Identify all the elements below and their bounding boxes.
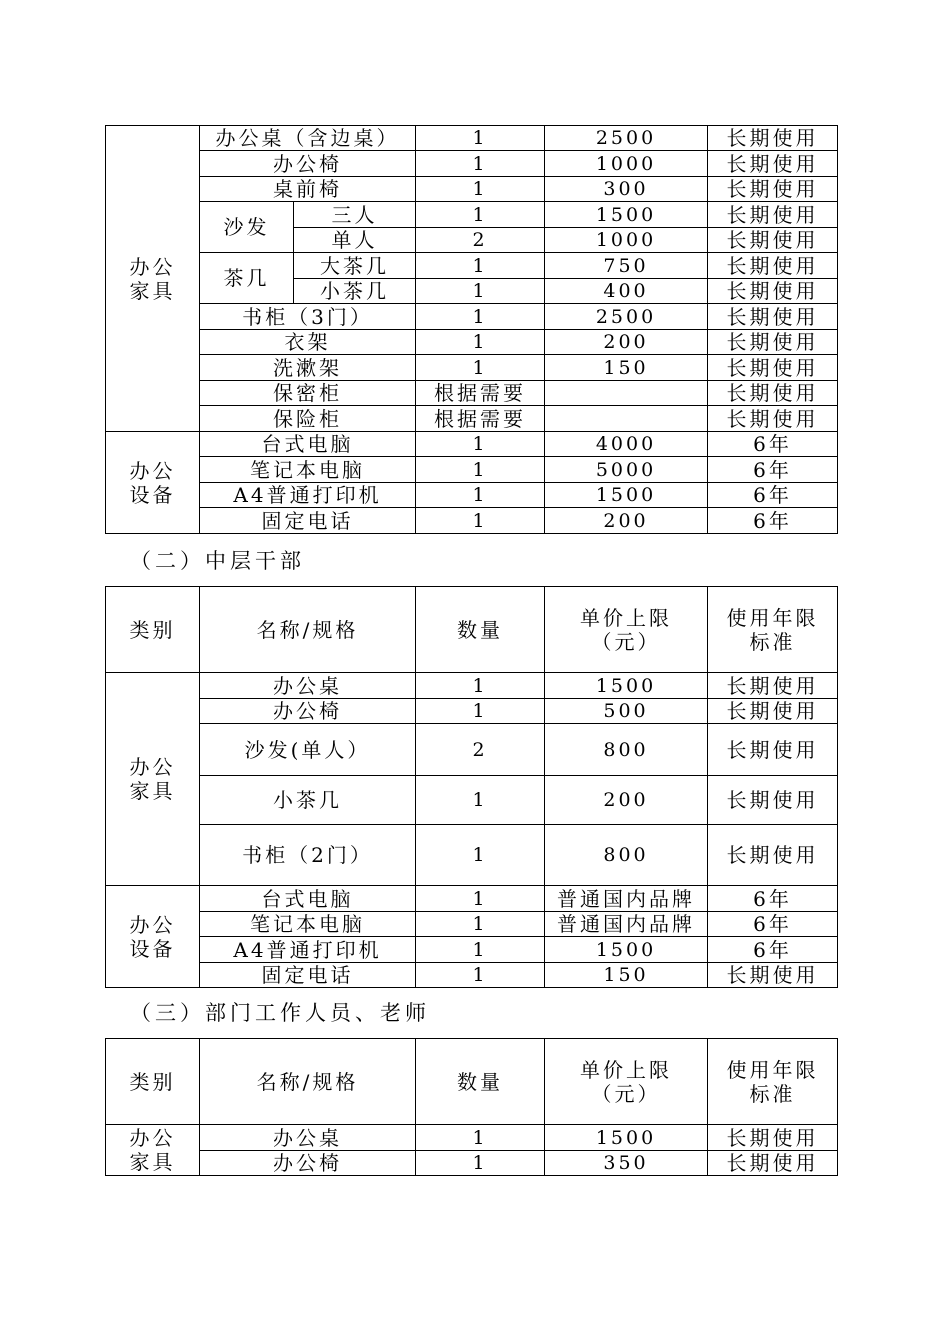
item-qty: 1 bbox=[416, 355, 545, 381]
item-life: 长期使用 bbox=[708, 381, 838, 406]
item-price: 1000 bbox=[545, 228, 708, 253]
category-cell: 办公 设备 bbox=[106, 886, 200, 988]
item-price: 400 bbox=[545, 279, 708, 304]
item-qty: 1 bbox=[416, 825, 545, 886]
item-qty: 1 bbox=[416, 177, 545, 202]
item-price: 800 bbox=[545, 724, 708, 776]
item-name: 台式电脑 bbox=[200, 432, 416, 457]
table-row bbox=[106, 673, 838, 699]
header-qty: 数量 bbox=[416, 1039, 545, 1125]
item-price: 1000 bbox=[545, 151, 708, 177]
item-sub: 单人 bbox=[294, 228, 416, 253]
item-life: 6年 bbox=[708, 483, 838, 508]
table-row bbox=[106, 1125, 838, 1151]
item-qty: 1 bbox=[416, 457, 545, 483]
table-row bbox=[106, 963, 838, 988]
table-staff-teachers bbox=[105, 1038, 838, 1176]
item-qty: 1 bbox=[416, 304, 545, 330]
item-qty: 1 bbox=[416, 330, 545, 355]
header-qty: 数量 bbox=[416, 587, 545, 673]
item-price: 5000 bbox=[545, 457, 708, 483]
item-name: 台式电脑 bbox=[200, 886, 416, 912]
item-life: 长期使用 bbox=[708, 253, 838, 279]
item-qty: 1 bbox=[416, 126, 545, 151]
item-name: 洗漱架 bbox=[200, 355, 416, 381]
item-name: A4普通打印机 bbox=[200, 483, 416, 508]
item-qty: 1 bbox=[416, 912, 545, 937]
item-sub: 大茶几 bbox=[294, 253, 416, 279]
item-qty: 1 bbox=[416, 279, 545, 304]
item-price: 150 bbox=[545, 355, 708, 381]
item-name: 笔记本电脑 bbox=[200, 457, 416, 483]
section-heading-staff-teachers: （三）部门工作人员、老师 bbox=[130, 1001, 430, 1025]
item-name: 办公椅 bbox=[200, 699, 416, 724]
item-name: 固定电话 bbox=[200, 963, 416, 988]
table-row bbox=[106, 253, 838, 279]
item-qty: 1 bbox=[416, 1151, 545, 1176]
item-price: 1500 bbox=[545, 202, 708, 228]
table-row bbox=[106, 912, 838, 937]
item-price: 200 bbox=[545, 508, 708, 534]
item-price: 普通国内品牌 bbox=[545, 886, 708, 912]
item-qty: 1 bbox=[416, 776, 545, 825]
table-row bbox=[106, 699, 838, 724]
item-life: 长期使用 bbox=[708, 177, 838, 202]
table-row bbox=[106, 483, 838, 508]
item-price bbox=[545, 381, 708, 406]
table-row bbox=[106, 177, 838, 202]
table-row bbox=[106, 432, 838, 457]
item-life: 长期使用 bbox=[708, 1151, 838, 1176]
table-row bbox=[106, 825, 838, 886]
item-price: 4000 bbox=[545, 432, 708, 457]
item-qty: 1 bbox=[416, 1125, 545, 1151]
header-category: 类别 bbox=[106, 1039, 200, 1125]
item-price: 300 bbox=[545, 177, 708, 202]
item-life: 6年 bbox=[708, 508, 838, 534]
item-name: 笔记本电脑 bbox=[200, 912, 416, 937]
category-cell: 办公 家具 bbox=[106, 126, 200, 432]
item-price: 1500 bbox=[545, 673, 708, 699]
item-life: 长期使用 bbox=[708, 151, 838, 177]
item-qty: 根据需要 bbox=[416, 381, 545, 406]
category-cell: 办公 家具 bbox=[106, 1125, 200, 1176]
table-row bbox=[106, 126, 838, 151]
table-middle-managers bbox=[105, 586, 838, 988]
header-price: 单价上限 （元） bbox=[545, 1039, 708, 1125]
header-price: 单价上限 （元） bbox=[545, 587, 708, 673]
header-life: 使用年限 标准 bbox=[708, 587, 838, 673]
table-row bbox=[106, 508, 838, 534]
item-name: 小茶几 bbox=[200, 776, 416, 825]
item-life: 6年 bbox=[708, 912, 838, 937]
table-senior-staff-continued bbox=[105, 125, 838, 534]
item-name: 桌前椅 bbox=[200, 177, 416, 202]
item-name: 固定电话 bbox=[200, 508, 416, 534]
item-qty: 1 bbox=[416, 202, 545, 228]
table-row bbox=[106, 1151, 838, 1176]
item-group: 沙发 bbox=[200, 202, 294, 253]
item-name: 衣架 bbox=[200, 330, 416, 355]
item-sub: 小茶几 bbox=[294, 279, 416, 304]
table-row bbox=[106, 202, 838, 228]
item-price: 1500 bbox=[545, 1125, 708, 1151]
table-row bbox=[106, 151, 838, 177]
item-name: 办公桌（含边桌） bbox=[200, 126, 416, 151]
item-name: 书柜（3门） bbox=[200, 304, 416, 330]
item-price: 500 bbox=[545, 699, 708, 724]
item-life: 长期使用 bbox=[708, 963, 838, 988]
item-price bbox=[545, 406, 708, 432]
table-row bbox=[106, 886, 838, 912]
item-name: A4普通打印机 bbox=[200, 937, 416, 963]
item-price: 普通国内品牌 bbox=[545, 912, 708, 937]
item-sub: 三人 bbox=[294, 202, 416, 228]
item-name: 办公桌 bbox=[200, 673, 416, 699]
item-qty: 1 bbox=[416, 151, 545, 177]
header-name: 名称/规格 bbox=[200, 1039, 416, 1125]
category-cell: 办公 设备 bbox=[106, 432, 200, 534]
item-price: 200 bbox=[545, 776, 708, 825]
item-price: 800 bbox=[545, 825, 708, 886]
item-life: 6年 bbox=[708, 457, 838, 483]
header-name: 名称/规格 bbox=[200, 587, 416, 673]
table-row bbox=[106, 776, 838, 825]
item-life: 长期使用 bbox=[708, 126, 838, 151]
table-row bbox=[106, 355, 838, 381]
item-qty: 1 bbox=[416, 508, 545, 534]
item-qty: 2 bbox=[416, 724, 545, 776]
item-qty: 1 bbox=[416, 699, 545, 724]
header-life: 使用年限 标准 bbox=[708, 1039, 838, 1125]
item-qty: 1 bbox=[416, 937, 545, 963]
item-qty: 1 bbox=[416, 253, 545, 279]
item-qty: 1 bbox=[416, 886, 545, 912]
table-row bbox=[106, 937, 838, 963]
table-row bbox=[106, 381, 838, 406]
item-life: 长期使用 bbox=[708, 355, 838, 381]
item-life: 长期使用 bbox=[708, 673, 838, 699]
item-life: 6年 bbox=[708, 886, 838, 912]
category-cell: 办公 家具 bbox=[106, 673, 200, 886]
item-qty: 1 bbox=[416, 963, 545, 988]
table-header-row bbox=[106, 587, 838, 673]
item-price: 2500 bbox=[545, 126, 708, 151]
table-row bbox=[106, 330, 838, 355]
item-qty: 1 bbox=[416, 673, 545, 699]
item-price: 750 bbox=[545, 253, 708, 279]
table-row bbox=[106, 304, 838, 330]
item-price: 2500 bbox=[545, 304, 708, 330]
item-life: 6年 bbox=[708, 937, 838, 963]
item-life: 长期使用 bbox=[708, 330, 838, 355]
item-name: 书柜（2门） bbox=[200, 825, 416, 886]
item-qty: 根据需要 bbox=[416, 406, 545, 432]
item-life: 长期使用 bbox=[708, 406, 838, 432]
table-row bbox=[106, 406, 838, 432]
item-life: 6年 bbox=[708, 432, 838, 457]
item-name: 办公桌 bbox=[200, 1125, 416, 1151]
item-life: 长期使用 bbox=[708, 724, 838, 776]
item-life: 长期使用 bbox=[708, 825, 838, 886]
item-name: 沙发(单人） bbox=[200, 724, 416, 776]
item-group: 茶几 bbox=[200, 253, 294, 304]
item-name: 保险柜 bbox=[200, 406, 416, 432]
table-row bbox=[106, 457, 838, 483]
item-name: 办公椅 bbox=[200, 151, 416, 177]
item-price: 150 bbox=[545, 963, 708, 988]
item-price: 1500 bbox=[545, 483, 708, 508]
item-name: 办公椅 bbox=[200, 1151, 416, 1176]
item-life: 长期使用 bbox=[708, 279, 838, 304]
item-life: 长期使用 bbox=[708, 776, 838, 825]
item-life: 长期使用 bbox=[708, 1125, 838, 1151]
item-life: 长期使用 bbox=[708, 202, 838, 228]
section-heading-middle-managers: （二）中层干部 bbox=[130, 549, 305, 573]
table-header-row bbox=[106, 1039, 838, 1125]
header-category: 类别 bbox=[106, 587, 200, 673]
table-row bbox=[106, 724, 838, 776]
item-price: 1500 bbox=[545, 937, 708, 963]
item-name: 保密柜 bbox=[200, 381, 416, 406]
item-life: 长期使用 bbox=[708, 304, 838, 330]
item-qty: 1 bbox=[416, 483, 545, 508]
item-life: 长期使用 bbox=[708, 699, 838, 724]
item-price: 200 bbox=[545, 330, 708, 355]
item-price: 350 bbox=[545, 1151, 708, 1176]
item-qty: 1 bbox=[416, 432, 545, 457]
item-qty: 2 bbox=[416, 228, 545, 253]
item-life: 长期使用 bbox=[708, 228, 838, 253]
